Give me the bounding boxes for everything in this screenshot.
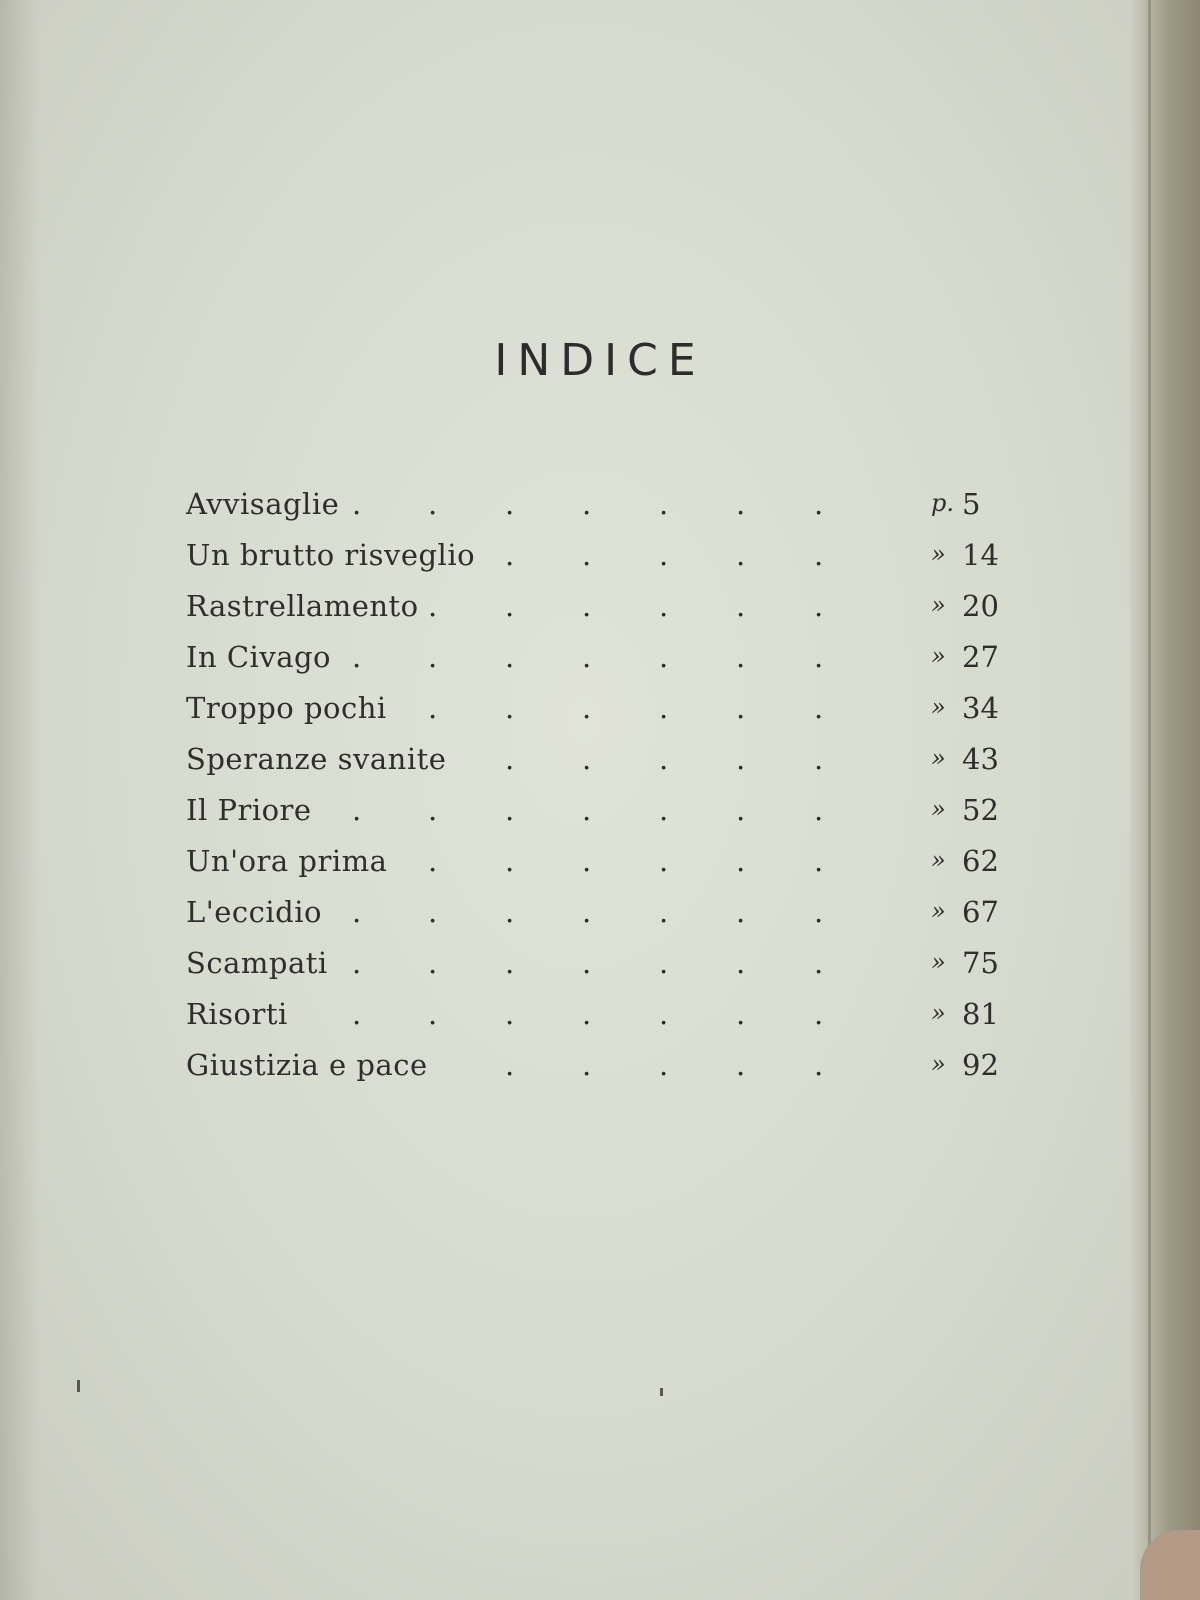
toc-entry — [186, 844, 1022, 895]
toc-entry-title: L'eccidio — [186, 895, 322, 929]
leader-dot: . — [736, 538, 746, 572]
toc-page-prefix: p. — [931, 489, 954, 517]
toc-entry — [186, 691, 1022, 742]
leader-dot: . — [505, 793, 515, 827]
leader-dot: . — [505, 895, 515, 929]
page-title: INDICE — [494, 335, 706, 386]
leader-dot: . — [814, 793, 824, 827]
leader-dot: . — [352, 793, 362, 827]
toc-entry-title: Speranze svanite — [186, 742, 447, 776]
toc-ditto-mark: » — [931, 591, 946, 619]
leader-dot: . — [428, 487, 438, 521]
toc-ditto-mark: » — [931, 642, 946, 670]
leader-dot: . — [428, 895, 438, 929]
leader-dot: . — [582, 895, 592, 929]
toc-ditto-mark: » — [931, 999, 946, 1027]
leader-dot: . — [736, 691, 746, 725]
leader-dot: . — [582, 691, 592, 725]
leader-dot: . — [814, 946, 824, 980]
leader-dot: . — [582, 538, 592, 572]
toc-entry — [186, 946, 1022, 997]
toc-ditto-mark: » — [931, 846, 946, 874]
toc-entry-title: Avvisaglie — [186, 487, 340, 521]
toc-ditto-mark: » — [931, 948, 946, 976]
toc-page-number: 92 — [962, 1048, 999, 1082]
leader-dot: . — [659, 589, 669, 623]
toc-entry-title: Risorti — [186, 997, 288, 1031]
toc-page-number: 14 — [962, 538, 999, 572]
leader-dot: . — [582, 844, 592, 878]
toc-page-number: 52 — [962, 793, 999, 827]
leader-dot: . — [352, 895, 362, 929]
toc-entry-title: Giustizia e pace — [186, 1048, 428, 1082]
book-spine-edge — [1130, 0, 1200, 1600]
toc-entry-title: Troppo pochi — [186, 691, 387, 725]
toc-ditto-mark: » — [931, 693, 946, 721]
leader-dot: . — [659, 691, 669, 725]
leader-dot: . — [659, 844, 669, 878]
toc-entry — [186, 742, 1022, 793]
toc-entry — [186, 538, 1022, 589]
toc-entry-title: Il Priore — [186, 793, 312, 827]
leader-dot: . — [814, 487, 824, 521]
toc-entry-title: Scampati — [186, 946, 328, 980]
toc-ditto-mark: » — [931, 897, 946, 925]
leader-dot: . — [352, 487, 362, 521]
leader-dot: . — [814, 1048, 824, 1082]
leader-dot: . — [582, 589, 592, 623]
leader-dot: . — [505, 640, 515, 674]
leader-dot: . — [814, 691, 824, 725]
toc-page-number: 27 — [962, 640, 999, 674]
toc-entry-title: Un'ora prima — [186, 844, 388, 878]
leader-dot: . — [736, 640, 746, 674]
leader-dot: . — [659, 640, 669, 674]
leader-dot: . — [659, 487, 669, 521]
leader-dot: . — [736, 946, 746, 980]
leader-dot: . — [814, 640, 824, 674]
toc-entry — [186, 640, 1022, 691]
leader-dot: . — [736, 742, 746, 776]
leader-dot: . — [505, 997, 515, 1031]
leader-dot: . — [814, 538, 824, 572]
toc-ditto-mark: » — [931, 744, 946, 772]
paper-speck — [660, 1388, 663, 1396]
toc-ditto-mark: » — [931, 540, 946, 568]
toc-entry — [186, 1048, 1022, 1099]
leader-dot: . — [428, 997, 438, 1031]
leader-dot: . — [352, 640, 362, 674]
toc-entry — [186, 997, 1022, 1048]
toc-ditto-mark: » — [931, 1050, 946, 1078]
leader-dot: . — [659, 793, 669, 827]
leader-dot: . — [428, 946, 438, 980]
leader-dot: . — [505, 1048, 515, 1082]
leader-dot: . — [814, 997, 824, 1031]
toc-page-number: 43 — [962, 742, 999, 776]
leader-dot: . — [659, 742, 669, 776]
toc-page-number: 81 — [962, 997, 999, 1031]
toc-entry-title: In Civago — [186, 640, 332, 674]
leader-dot: . — [582, 997, 592, 1031]
leader-dot: . — [736, 844, 746, 878]
leader-dot: . — [428, 844, 438, 878]
leader-dot: . — [659, 1048, 669, 1082]
leader-dot: . — [582, 640, 592, 674]
leader-dot: . — [582, 742, 592, 776]
leader-dot: . — [352, 946, 362, 980]
leader-dot: . — [505, 691, 515, 725]
leader-dot: . — [582, 793, 592, 827]
leader-dot: . — [505, 946, 515, 980]
toc-page-number: 75 — [962, 946, 999, 980]
paper-speck — [77, 1380, 80, 1392]
leader-dot: . — [505, 538, 515, 572]
leader-dot: . — [582, 1048, 592, 1082]
leader-dot: . — [428, 589, 438, 623]
leader-dot: . — [814, 844, 824, 878]
leader-dot: . — [736, 793, 746, 827]
toc-entry-title: Un brutto risveglio — [186, 538, 476, 572]
leader-dot: . — [736, 997, 746, 1031]
toc-entry — [186, 487, 1022, 538]
leader-dot: . — [505, 487, 515, 521]
leader-dot: . — [814, 895, 824, 929]
toc-page-number: 20 — [962, 589, 999, 623]
leader-dot: . — [814, 589, 824, 623]
leader-dot: . — [814, 742, 824, 776]
leader-dot: . — [582, 487, 592, 521]
toc-page-number: 34 — [962, 691, 999, 725]
leader-dot: . — [659, 946, 669, 980]
leader-dot: . — [505, 589, 515, 623]
leader-dot: . — [428, 640, 438, 674]
leader-dot: . — [659, 895, 669, 929]
leader-dot: . — [428, 793, 438, 827]
toc-entry — [186, 793, 1022, 844]
leader-dot: . — [505, 742, 515, 776]
toc-page-number: 62 — [962, 844, 999, 878]
leader-dot: . — [659, 538, 669, 572]
leader-dot: . — [736, 487, 746, 521]
leader-dot: . — [736, 1048, 746, 1082]
toc-page-number: 67 — [962, 895, 999, 929]
toc-ditto-mark: » — [931, 795, 946, 823]
leader-dot: . — [352, 997, 362, 1031]
toc-entry — [186, 895, 1022, 946]
toc-page-number: 5 — [962, 487, 981, 521]
leader-dot: . — [736, 895, 746, 929]
leader-dot: . — [659, 997, 669, 1031]
leader-dot: . — [736, 589, 746, 623]
toc-entry-title: Rastrellamento — [186, 589, 419, 623]
leader-dot: . — [582, 946, 592, 980]
leader-dot: . — [505, 844, 515, 878]
leader-dot: . — [428, 691, 438, 725]
table-of-contents — [186, 487, 1022, 1099]
toc-entry — [186, 589, 1022, 640]
